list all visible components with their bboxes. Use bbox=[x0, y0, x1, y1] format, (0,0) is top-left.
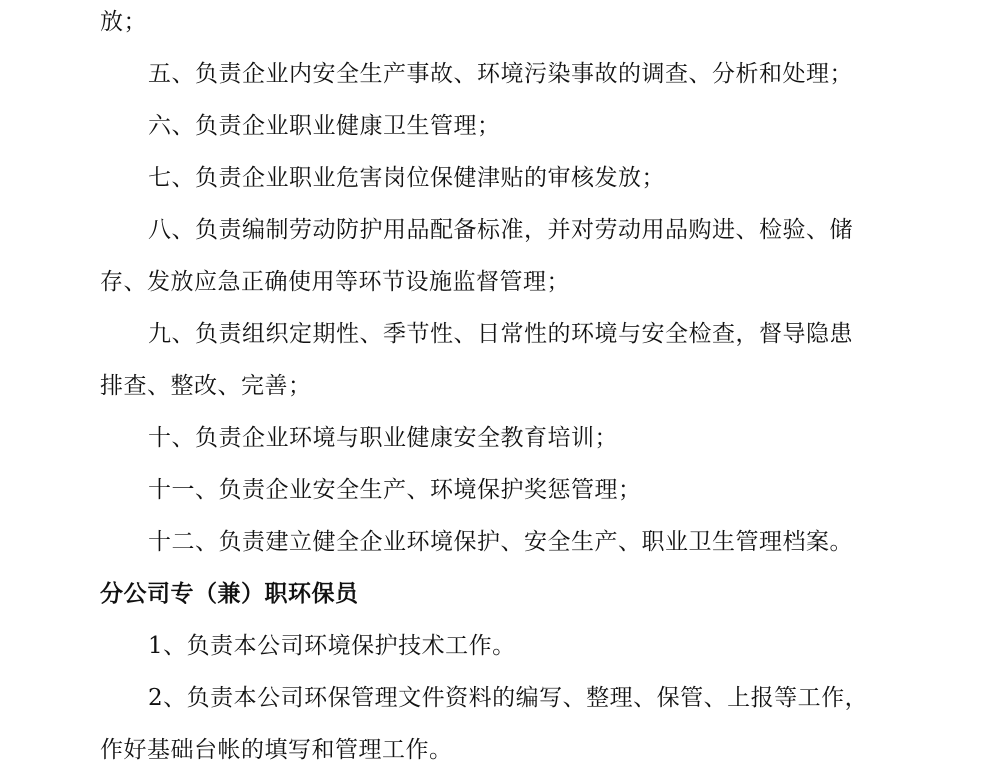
text-line: 十二、负责建立健全企业环境保护、安全生产、职业卫生管理档案。 bbox=[148, 529, 853, 555]
section-heading: 分公司专（兼）职环保员 bbox=[100, 580, 359, 607]
text-line: 五、负责企业内安全生产事故、环境污染事故的调查、分析和处理； bbox=[148, 61, 853, 87]
text-line: 六、负责企业职业健康卫生管理； bbox=[148, 113, 501, 139]
text-line: 2、负责本公司环保管理文件资料的编写、整理、保管、上报等工作， bbox=[148, 685, 869, 711]
text-line: 七、负责企业职业危害岗位保健津贴的审核发放； bbox=[148, 165, 665, 191]
text-line: 十一、负责企业安全生产、环境保护奖惩管理； bbox=[148, 477, 642, 503]
text-line: 排查、整改、完善； bbox=[100, 373, 312, 399]
text-line: 放； bbox=[100, 9, 147, 35]
text-line: 十、负责企业环境与职业健康安全教育培训； bbox=[148, 425, 618, 451]
text-line: 作好基础台帐的填写和管理工作。 bbox=[100, 737, 453, 763]
text-line: 九、负责组织定期性、季节性、日常性的环境与安全检查，督导隐患 bbox=[148, 321, 853, 347]
text-line: 存、发放应急正确使用等环节设施监督管理； bbox=[100, 269, 570, 295]
text-line: 1、负责本公司环境保护技术工作。 bbox=[148, 633, 516, 659]
text-line: 八、负责编制劳动防护用品配备标准，并对劳动用品购进、检验、储 bbox=[148, 217, 853, 243]
